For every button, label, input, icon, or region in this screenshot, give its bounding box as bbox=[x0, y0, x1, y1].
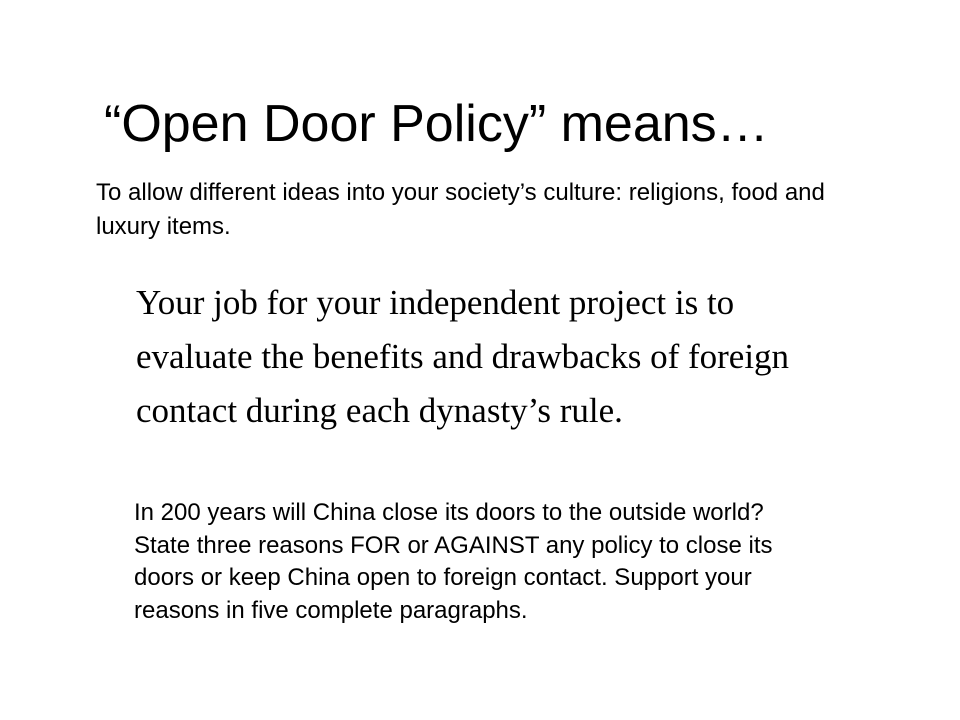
project-task-text: Your job for your independent project is to evaluate the benefits and drawbacks of foreign contact during each dynasty’s rule. bbox=[136, 283, 790, 430]
definition-text: To allow different ideas into your society’s culture: religions, food and luxury items. bbox=[96, 179, 825, 240]
slide-title: “Open Door Policy” means… bbox=[104, 95, 769, 153]
essay-question-text: In 200 years will China close its doors to the outside world? State three reasons FOR or AGAINST any policy to close its doors or keep China open to foreign contact. Support your reasons in five complete paragraphs. bbox=[134, 499, 773, 624]
